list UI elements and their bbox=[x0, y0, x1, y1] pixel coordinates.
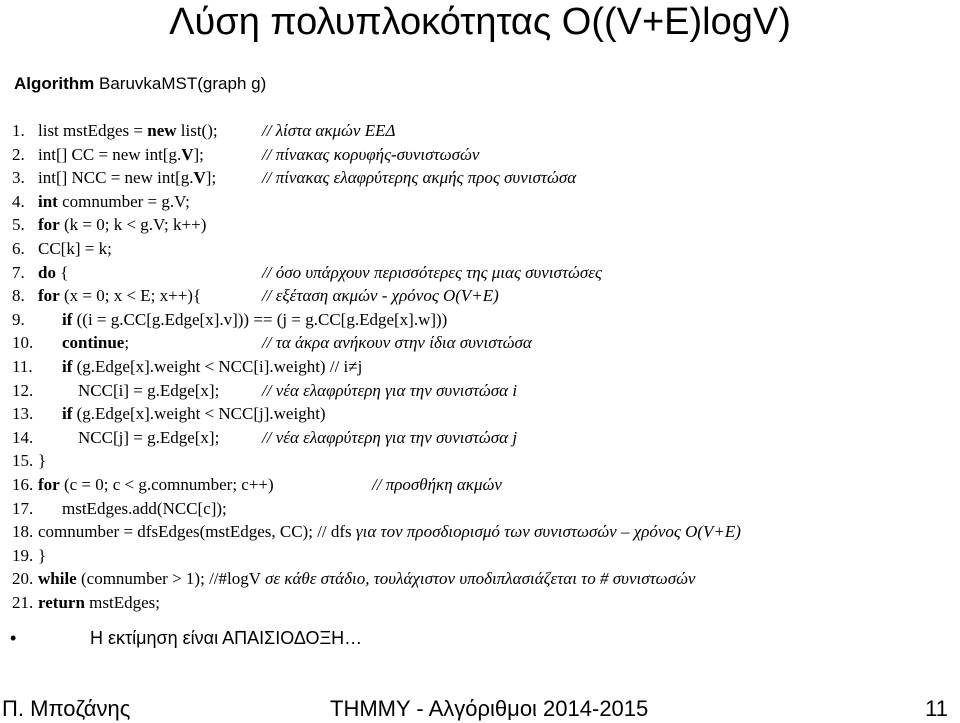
code-comment: // πίνακας ελαφρύτερης ακμής προς συνιστώσα bbox=[262, 168, 577, 188]
code-line bbox=[0, 474, 960, 496]
code-statement bbox=[38, 167, 216, 189]
code-comment: // πίνακας κορυφής-συνιστωσών bbox=[262, 144, 480, 164]
algorithm-header bbox=[14, 74, 266, 94]
page-number: 11 bbox=[925, 696, 948, 721]
footer-course: ΤΗΜΜΥ - Αλγόριθμοι 2014-2015 bbox=[330, 696, 649, 721]
algorithm-keyword: Algorithm bbox=[14, 74, 95, 93]
code-line bbox=[0, 285, 960, 307]
code-text: ]; bbox=[193, 144, 204, 164]
code-text: { bbox=[55, 262, 69, 282]
code-line bbox=[0, 568, 960, 590]
line-number: 2. bbox=[12, 144, 25, 164]
line-number: 4. bbox=[12, 191, 25, 211]
code-statement bbox=[38, 450, 46, 472]
code-text: NCC[i] = g.Edge[x]; bbox=[78, 380, 220, 400]
code-keyword: if bbox=[62, 357, 73, 376]
code-line bbox=[0, 309, 960, 331]
code-text: ((i = g.CC[g.Edge[x].v])) == (j = g.CC[g.Edge[x].w])) bbox=[72, 309, 448, 329]
line-number: 12. bbox=[12, 380, 34, 400]
bullet-text: Η εκτίμηση είναι ΑΠΑΙΣΙΟΔΟΞΗ… bbox=[90, 628, 363, 648]
line-number: 14. bbox=[12, 427, 34, 447]
code-text: CC[k] = k; bbox=[38, 239, 112, 258]
code-text: (c = 0; c < g.comnumber; c++) bbox=[59, 475, 274, 494]
code-keyword: V bbox=[181, 144, 194, 164]
code-text: list mstEdges = bbox=[38, 121, 148, 140]
code-text: (k = 0; k < g.V; k++) bbox=[59, 215, 207, 235]
line-number: 11. bbox=[12, 357, 33, 376]
code-comment: σε κάθε στάδιο, τουλάχιστον υποδιπλασιάζεται το # συνιστωσών bbox=[264, 569, 696, 589]
code-line bbox=[0, 380, 960, 402]
code-text: } bbox=[38, 451, 47, 471]
code-text: ]; bbox=[205, 168, 217, 188]
code-text: int[] CC = new int[g. bbox=[38, 144, 182, 164]
code-comment: για τον προσδιορισμό των συνιστωσών – χρόνος O(V+E) bbox=[355, 522, 741, 542]
line-number: 21. bbox=[12, 593, 34, 612]
code-statement bbox=[38, 120, 218, 142]
code-text: list(); bbox=[176, 121, 218, 140]
code-text: mstEdges.add(NCC[c]); bbox=[62, 498, 227, 518]
code-statement bbox=[38, 238, 112, 260]
code-line bbox=[0, 498, 960, 520]
code-line bbox=[0, 450, 960, 472]
code-comment: // λίστα ακμών ΕΕΔ bbox=[262, 121, 396, 140]
code-keyword: if bbox=[62, 309, 73, 329]
code-statement bbox=[62, 498, 227, 520]
code-statement bbox=[38, 285, 201, 307]
code-comment: // τα άκρα ανήκουν στην ίδια συνιστώσα bbox=[262, 333, 532, 353]
code-line bbox=[0, 403, 960, 425]
line-number: 8. bbox=[12, 286, 25, 306]
code-line bbox=[0, 262, 960, 284]
code-keyword: continue bbox=[62, 333, 125, 353]
code-statement bbox=[38, 545, 46, 567]
line-number: 16. bbox=[12, 475, 34, 494]
code-statement bbox=[38, 214, 206, 236]
code-line bbox=[0, 238, 960, 260]
line-number: 6. bbox=[12, 239, 25, 258]
code-text: NCC[j] = g.Edge[x]; bbox=[78, 427, 220, 447]
code-statement bbox=[38, 474, 274, 496]
code-text: int[] NCC = new int[g. bbox=[38, 168, 194, 188]
code-comment: // προσθήκη ακμών bbox=[372, 475, 502, 494]
code-statement bbox=[38, 144, 204, 166]
code-line bbox=[0, 545, 960, 567]
code-line bbox=[0, 521, 960, 543]
line-number: 18. bbox=[12, 522, 34, 542]
code-keyword: new bbox=[147, 121, 177, 140]
code-line bbox=[0, 427, 960, 449]
code-statement bbox=[38, 191, 190, 213]
code-text: comnumber = g.V; bbox=[57, 191, 190, 211]
code-text: mstEdges; bbox=[84, 593, 160, 612]
code-keyword: do bbox=[38, 262, 56, 282]
code-comment: // όσο υπάρχουν περισσότερες της μιας συνιστώσες bbox=[262, 262, 602, 282]
code-keyword: for bbox=[38, 286, 60, 306]
code-line bbox=[0, 332, 960, 354]
code-statement bbox=[62, 309, 447, 331]
code-line bbox=[0, 144, 960, 166]
line-number: 17. bbox=[12, 498, 34, 518]
code-text: (x = 0; x < E; x++){ bbox=[59, 286, 202, 306]
code-line bbox=[0, 214, 960, 236]
slide-title: Λύση πολυπλοκότητας O((V+E)logV) bbox=[169, 1, 791, 43]
code-line bbox=[0, 120, 960, 142]
code-comment: // νέα ελαφρύτερη για την συνιστώσα i bbox=[262, 380, 518, 400]
code-statement bbox=[78, 427, 219, 449]
code-comment: // νέα ελαφρύτερη για την συνιστώσα j bbox=[262, 427, 518, 447]
bullet-icon: • bbox=[10, 628, 17, 648]
algorithm-signature: BaruvkaMST(graph g) bbox=[99, 74, 267, 93]
code-keyword: return bbox=[38, 593, 85, 612]
footer-author: Π. Μποζάνης bbox=[2, 696, 131, 721]
line-number: 9. bbox=[12, 309, 25, 329]
code-keyword: for bbox=[38, 215, 60, 235]
code-statement bbox=[38, 262, 68, 284]
code-text: } bbox=[38, 545, 47, 565]
line-number: 7. bbox=[12, 262, 25, 282]
code-statement bbox=[38, 521, 741, 543]
code-text: (g.Edge[x].weight < NCC[i].weight) // i≠j bbox=[72, 357, 363, 376]
code-text: (g.Edge[x].weight < NCC[j].weight) bbox=[72, 404, 326, 424]
line-number: 20. bbox=[12, 569, 34, 589]
code-line bbox=[0, 167, 960, 189]
code-line bbox=[0, 356, 960, 378]
code-text: ; bbox=[124, 333, 130, 353]
code-statement bbox=[78, 380, 219, 402]
code-text: comnumber = dfsEdges(mstEdges, CC); // dfs bbox=[38, 522, 356, 542]
code-line bbox=[0, 592, 960, 614]
line-number: 1. bbox=[12, 121, 25, 140]
line-number: 13. bbox=[12, 404, 34, 424]
code-statement bbox=[38, 568, 695, 590]
code-text: (comnumber > 1); //#logV bbox=[76, 569, 265, 589]
line-number: 5. bbox=[12, 215, 25, 235]
code-keyword: while bbox=[38, 569, 77, 589]
code-keyword: for bbox=[38, 475, 60, 494]
code-statement bbox=[38, 592, 160, 614]
code-keyword: if bbox=[62, 404, 73, 424]
code-statement bbox=[62, 403, 326, 425]
code-line bbox=[0, 191, 960, 213]
code-statement bbox=[62, 356, 362, 378]
line-number: 19. bbox=[12, 545, 34, 565]
code-comment: // εξέταση ακμών - χρόνος O(V+E) bbox=[262, 286, 499, 306]
line-number: 15. bbox=[12, 451, 34, 471]
code-statement bbox=[62, 332, 129, 354]
code-keyword: V bbox=[193, 168, 206, 188]
code-keyword: int bbox=[38, 191, 58, 211]
line-number: 3. bbox=[12, 168, 25, 188]
line-number: 10. bbox=[12, 333, 34, 353]
